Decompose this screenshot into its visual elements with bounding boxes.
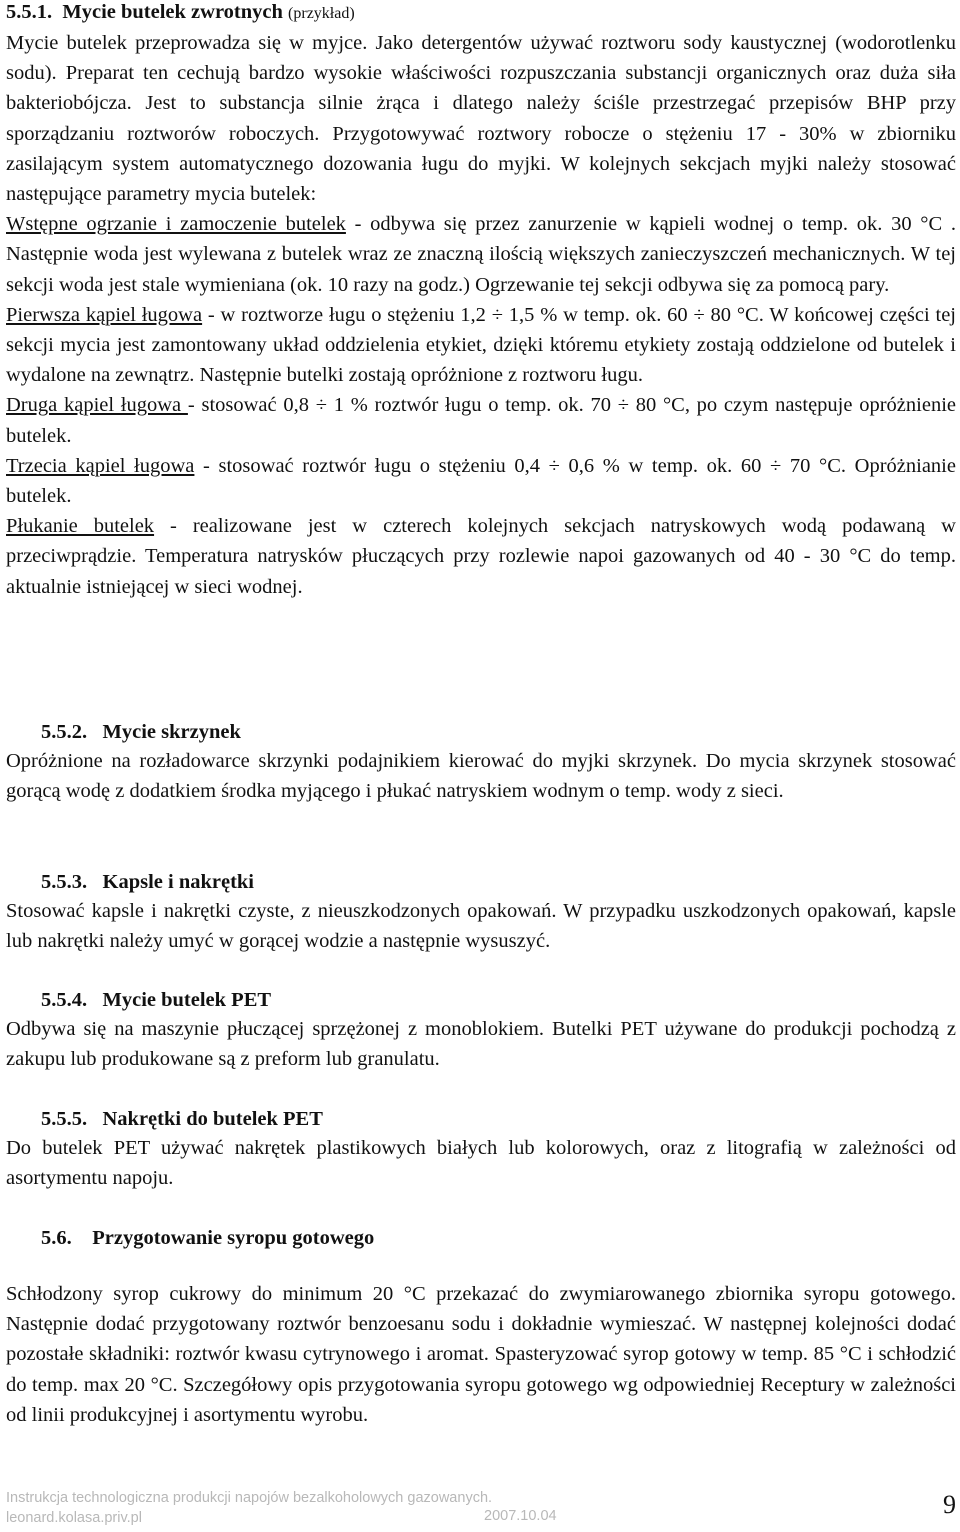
section-heading (6, 1105, 956, 1133)
section-5-5-2 (6, 718, 956, 806)
paragraph: Odbywa się na maszynie płuczącej sprzężonej z monoblokiem. Butelki PET używane do produkcji pochodzą z zakupu lub produkowane są z preform lub granulatu. (6, 1018, 956, 1071)
paragraph: Schłodzony syrop cukrowy do minimum 20 °C przekazać do zwymiarowanego zbiornika syropu gotowego. Następnie dodać przygotowany roztwór benzoesanu sodu i dokładnie wymieszać. W następnej kolejności dodać pozostałe składniki: roztwór kwasu cytrynowego i aromat. Spasteryzować syrop gotowy w temp. 85 °C i schłodzić do temp. max 20 °C. Szczegółowy opis przygotowania syropu gotowego wg odpowiedniej Receptury w zależności od linii produkcyjnej i asortymentu wyrobu. (6, 1283, 956, 1426)
section-heading (6, 986, 956, 1014)
paragraph: Opróżnione na rozładowarce skrzynki podajnikiem kierować do myjki skrzynek. Do mycia skrzynek stosować gorącą wodę z dodatkiem środka myjącego i płukać natryskiem wodnym o temp. wody z sieci. (6, 750, 956, 803)
section-number: 5.5.3. (41, 871, 88, 893)
section-heading (6, 868, 956, 896)
section-5-5-5 (6, 1105, 956, 1193)
paragraph: Do butelek PET używać nakrętek plastikowych białych lub kolorowych, oraz z litografią w zależności od asortymentu napoju. (6, 1137, 956, 1190)
section-note: (przykład) (288, 5, 355, 22)
step-label: Druga kąpiel ługowa (6, 394, 188, 417)
section-title: Przygotowanie syropu gotowego (92, 1227, 375, 1249)
step-label: Wstępne ogrzanie i zamoczenie butelek (6, 213, 346, 236)
section-5-5-4 (6, 986, 956, 1074)
section-number: 5.5.2. (41, 721, 88, 743)
section-number: 5.5.4. (41, 989, 88, 1011)
section-5-5-3 (6, 868, 956, 956)
section-title: Mycie butelek PET (102, 989, 272, 1011)
page-number: 9 (943, 1490, 956, 1519)
section-title: Nakrętki do butelek PET (102, 1108, 323, 1130)
footer-site: leonard.kolasa.priv.pl (6, 1510, 142, 1526)
footer-date: 2007.10.04 (484, 1508, 557, 1524)
section-number: 5.5.5. (41, 1108, 88, 1130)
paragraph: Stosować kapsle i nakrętki czyste, z nieuszkodzonych opakowań. W przypadku uszkodzonych opakowań, kapsle lub nakrętki należy umyć w gorącej wodzie a następnie wysuszyć. (6, 900, 956, 953)
section-5-6 (6, 1224, 956, 1430)
footer-doc-title: Instrukcja technologiczna produkcji napojów bezalkoholowych gazowanych. (6, 1490, 493, 1506)
section-number: 5.6. (41, 1227, 72, 1249)
section-number: 5.5.1. (6, 1, 53, 23)
section-title: Mycie butelek zwrotnych (62, 1, 283, 23)
section-title: Mycie skrzynek (102, 721, 241, 743)
section-5-5-1 (6, 0, 956, 602)
section-heading (6, 0, 956, 28)
section-heading (6, 718, 956, 746)
section-title: Kapsle i nakrętki (102, 871, 254, 893)
step-label: Trzecia kąpiel ługowa (6, 454, 195, 477)
paragraph: Mycie butelek przeprowadza się w myjce. Jako detergentów używać roztworu sody kaustycznej (wodorotlenku sodu). Preparat ten cechują bardzo wysokie właściwości rozpuszczania substancji organicznych oraz duża siła bakteriobójcza. Jest to substancja silnie żrąca i dlatego należy ściśle przestrzegać przepisów BHP przy sporządzaniu roztworów roboczych. Przygotowywać roztwory robocze o stężeniu 17 - 30% w zbiorniku zasilającym system automatycznego dozowania ługu do myjki. W kolejnych sekcjach myjki należy stosować następujące parametry mycia butelek: Wstępne ogrzanie i zamoczenie butelek - odbywa się przez zanurzenie w kąpieli wodnej o temp. ok. 30 °C . Następnie woda jest wylewana z butelek wraz ze znaczną ilością większych zanieczyszczeń mechanicznych. W tej sekcji woda jest stale wymieniana (ok. 10 razy na godz.) Ogrzewanie tej sekcji odbywa się za pomocą pary. Pierwsza kąpiel ługowa - w roztworze ługu o stężeniu 1,2 ÷ 1,5 % w temp. ok. 60 ÷ 80 °C. W końcowej części tej sekcji mycia jest zamontowany układ oddzielenia etykiet, dzięki któremu etykiety zostają oddzielone od butelek i wydalone na zewnątrz. Następnie butelki zostają opróżnione z roztworu ługu. Druga kąpiel ługowa - stosować 0,8 ÷ 1 % roztwór ługu o temp. ok. 70 ÷ 80 °C, po czym następuje opróżnienie butelek. Trzecia kąpiel ługowa - stosować roztwór ługu o stężeniu 0,4 ÷ 0,6 % w temp. ok. 60 ÷ 70 °C. Opróżnianie butelek. Płukanie butelek - realizowane jest w czterech kolejnych sekcjach natryskowych wodą podawaną w przeciwprądzie. Temperatura natrysków płuczących przy rozlewie napoi gazowanych od 40 - 30 °C do temp. aktualnie istniejącej w sieci wodnej. (6, 32, 956, 598)
footer (6, 1488, 492, 1528)
section-heading (6, 1224, 956, 1252)
step-label: Pierwsza kąpiel ługowa (6, 303, 203, 326)
step-label: Płukanie butelek (6, 515, 155, 538)
